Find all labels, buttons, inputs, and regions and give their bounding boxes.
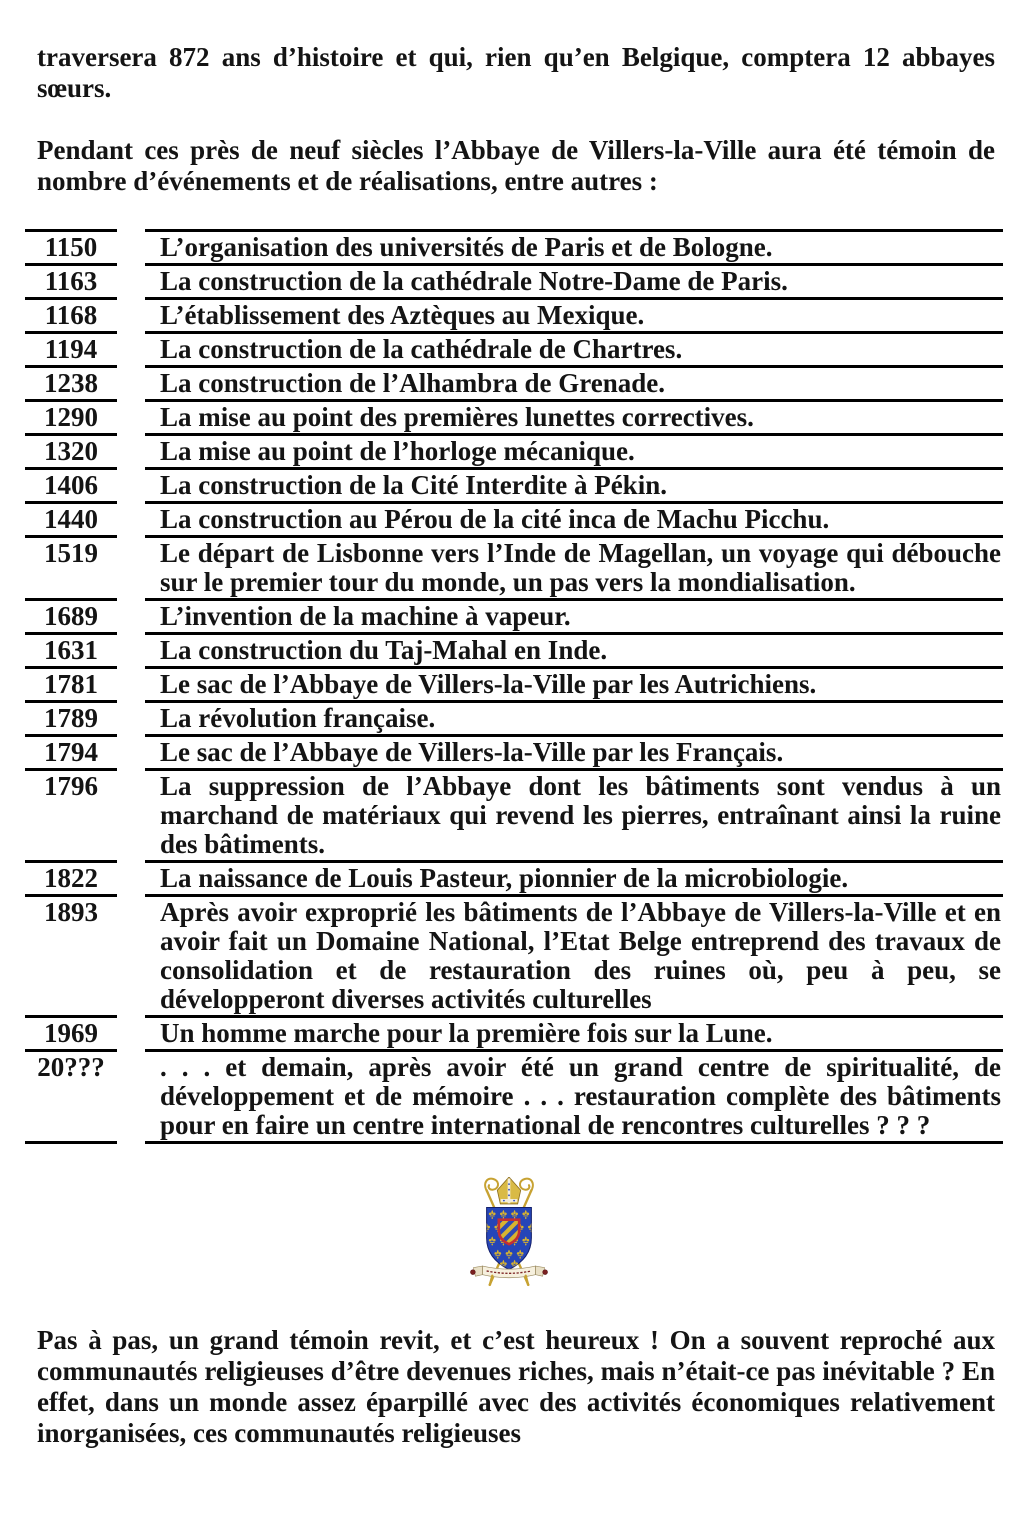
timeline-year-cell: 1893	[25, 894, 117, 1015]
timeline-event-cell: L’établissement des Aztèques au Mexique.	[145, 297, 1003, 331]
timeline-event-cell: La mise au point de l’horloge mécanique.	[145, 433, 1003, 467]
timeline-row	[0, 433, 1018, 467]
paragraph-opening: traversera 872 ans d’histoire et qui, rien qu’en Belgique, comptera 12 abbayes sœurs.	[37, 42, 995, 103]
timeline-event-cell: L’invention de la machine à vapeur.	[145, 598, 1003, 632]
timeline-row	[0, 365, 1018, 399]
timeline-row	[0, 894, 1018, 1015]
timeline-row	[0, 467, 1018, 501]
timeline-row	[0, 229, 1018, 263]
timeline-year-cell: 1789	[25, 700, 117, 734]
timeline-event-cell: La naissance de Louis Pasteur, pionnier de la microbiologie.	[145, 860, 1003, 894]
timeline-event-cell: . . . et demain, après avoir été un grand centre de spiritualité, de développement et de mémoire . . . restauration complète des bâtiments pour en faire un centre international de rencontres culturelles ? ? ?	[145, 1049, 1003, 1144]
timeline-row	[0, 331, 1018, 365]
timeline-year-cell: 1168	[25, 297, 117, 331]
document-page	[0, 27, 1018, 1516]
timeline-year-cell: 1822	[25, 860, 117, 894]
timeline-row	[0, 501, 1018, 535]
paragraph-closing: Pas à pas, un grand témoin revit, et c’est heureux ! On a souvent reproché aux communautés religieuses d’être devenues riches, mais n’était-ce pas inévitable ? En effet, dans un monde assez éparpillé avec des activités économiques relativement inorganisées, ces communautés religieuses	[37, 1325, 995, 1448]
timeline-event-cell: La construction de la cathédrale de Chartres.	[145, 331, 1003, 365]
timeline-event-cell: La construction de la cathédrale Notre-Dame de Paris.	[145, 263, 1003, 297]
timeline-event-cell: Le départ de Lisbonne vers l’Inde de Magellan, un voyage qui débouche sur le premier tour du monde, un pas vers la mondialisation.	[145, 535, 1003, 598]
timeline-year-cell: 1440	[25, 501, 117, 535]
timeline-row	[0, 297, 1018, 331]
timeline-event-cell: L’organisation des universités de Paris et de Bologne.	[145, 229, 1003, 263]
timeline-row	[0, 860, 1018, 894]
timeline-year-cell: 20???	[25, 1049, 117, 1144]
timeline-event-cell: Après avoir exproprié les bâtiments de l’Abbaye de Villers-la-Ville et en avoir fait un Domaine National, l’Etat Belge entreprend des travaux de consolidation et de restauration des ruines où, peu à peu, se développeront diverses activités culturelles	[145, 894, 1003, 1015]
timeline-year-cell: 1150	[25, 229, 117, 263]
timeline-table	[0, 229, 1018, 1144]
timeline-year-cell: 1781	[25, 666, 117, 700]
timeline-year-cell: 1194	[25, 331, 117, 365]
timeline-event-cell: Le sac de l’Abbaye de Villers-la-Ville par les Français.	[145, 734, 1003, 768]
timeline-year-cell: 1794	[25, 734, 117, 768]
timeline-row	[0, 632, 1018, 666]
timeline-year-cell: 1631	[25, 632, 117, 666]
timeline-row	[0, 666, 1018, 700]
timeline-year-cell: 1969	[25, 1015, 117, 1049]
timeline-event-cell: La construction de l’Alhambra de Grenade.	[145, 365, 1003, 399]
timeline-row	[0, 1015, 1018, 1049]
timeline-event-cell: La révolution française.	[145, 700, 1003, 734]
timeline-event-cell: La suppression de l’Abbaye dont les bâtiments sont vendus à un marchand de matériaux qui revend les pierres, entraînant ainsi la ruine des bâtiments.	[145, 768, 1003, 860]
coat-of-arms-figure	[0, 1177, 1018, 1293]
timeline-row	[0, 1049, 1018, 1144]
timeline-row	[0, 734, 1018, 768]
timeline-event-cell: Un homme marche pour la première fois sur la Lune.	[145, 1015, 1003, 1049]
timeline-year-cell: 1406	[25, 467, 117, 501]
paragraph-intro: Pendant ces près de neuf siècles l’Abbaye de Villers-la-Ville aura été témoin de nombre d’événements et de réalisations, entre autres :	[37, 135, 995, 196]
timeline-event-cell: La construction du Taj-Mahal en Inde.	[145, 632, 1003, 666]
timeline-year-cell: 1796	[25, 768, 117, 860]
timeline-event-cell: La mise au point des premières lunettes correctives.	[145, 399, 1003, 433]
timeline-year-cell: 1290	[25, 399, 117, 433]
timeline-row	[0, 598, 1018, 632]
timeline-row	[0, 768, 1018, 860]
timeline-row	[0, 700, 1018, 734]
timeline-year-cell: 1320	[25, 433, 117, 467]
timeline-year-cell: 1689	[25, 598, 117, 632]
abbey-coat-of-arms-icon	[458, 1177, 560, 1293]
timeline-event-cell: Le sac de l’Abbaye de Villers-la-Ville par les Autrichiens.	[145, 666, 1003, 700]
timeline-row	[0, 263, 1018, 297]
timeline-event-cell: La construction au Pérou de la cité inca de Machu Picchu.	[145, 501, 1003, 535]
timeline-event-cell: La construction de la Cité Interdite à Pékin.	[145, 467, 1003, 501]
timeline-row	[0, 535, 1018, 598]
timeline-row	[0, 399, 1018, 433]
timeline-year-cell: 1238	[25, 365, 117, 399]
timeline-year-cell: 1519	[25, 535, 117, 598]
mitre-icon	[497, 1177, 520, 1204]
timeline-year-cell: 1163	[25, 263, 117, 297]
